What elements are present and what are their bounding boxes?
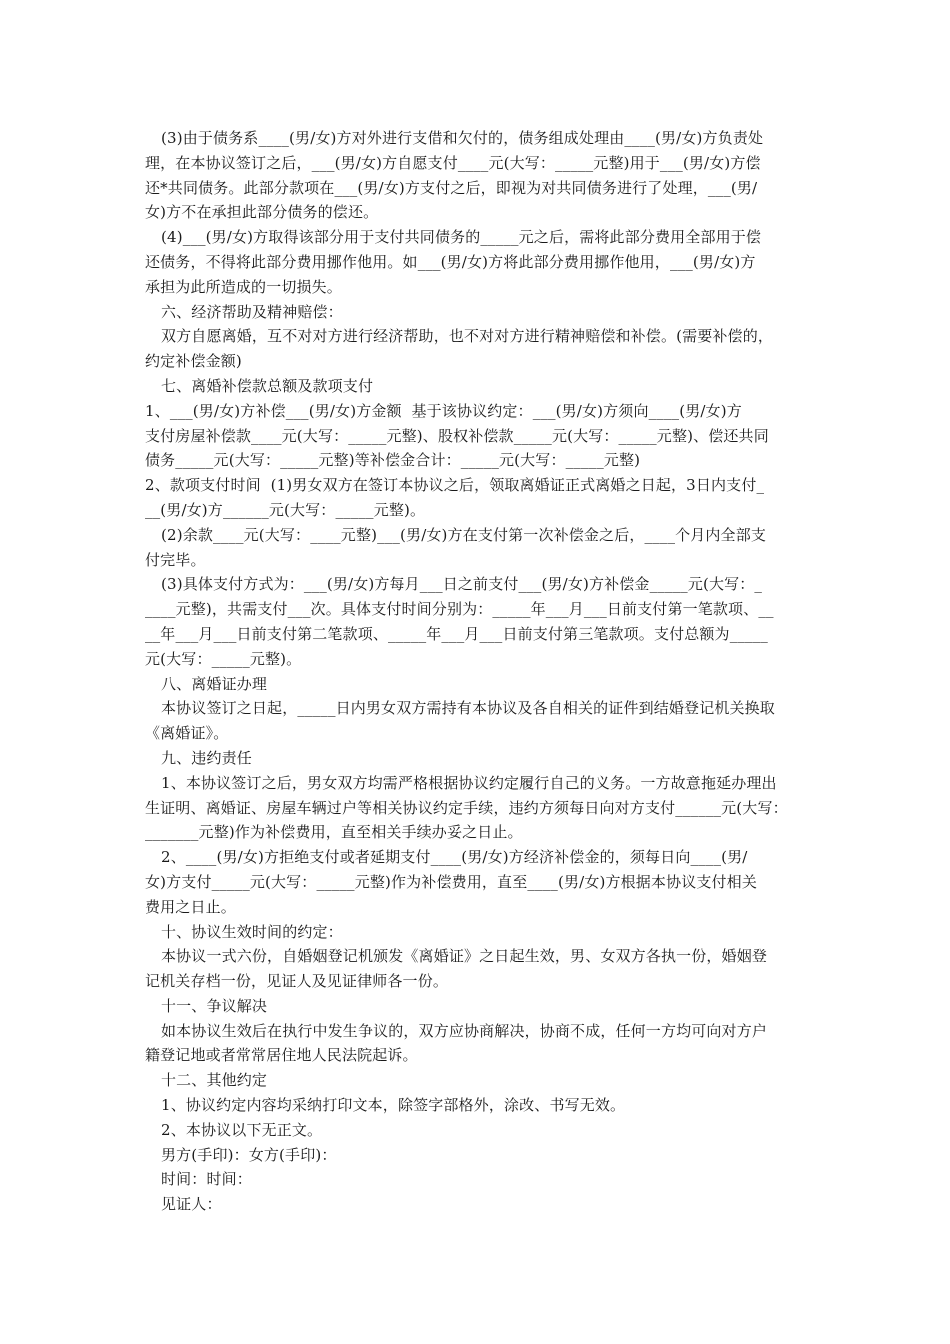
text-line: 还*共同债务。此部分款项在___(男/女)方支付之后，即视为对共同债务进行了处理，___(男/ bbox=[145, 178, 758, 197]
text-line: __年___月___日前支付第二笔款项、_____年___月___日前支付第三笔款项。支付总额为_____ bbox=[145, 624, 768, 643]
text-line: 男方(手印)：女方(手印)： bbox=[161, 1145, 337, 1164]
text-line: 付完毕。 bbox=[145, 550, 206, 569]
text-line: 理，在本协议签订之后，___(男/女)方自愿支付____元(大写：_____元整)用于___(男/女)方偿 bbox=[145, 153, 761, 172]
text-line: 生证明、离婚证、房屋车辆过户等相关协议约定手续，违约方须每日向对方支付______元(大写： bbox=[145, 798, 788, 817]
text-line: (2)余款____元(大写：____元整)___(男/女)方在支付第一次补偿金之后，____个月内全部支 bbox=[161, 525, 767, 544]
text-line: 约定补偿金额) bbox=[145, 352, 242, 371]
text-line: (3)具体支付方式为：___(男/女)方每月___日之前支付___(男/女)方补偿金_____元(大写：_ bbox=[161, 575, 763, 594]
text-line: 1、协议约定内容均采纳打印文本，除签字部格外，涂改、书写无效。 bbox=[161, 1096, 626, 1115]
text-line: 本协议签订之日起，_____日内男女双方需持有本协议及各自相关的证件到结婚登记机关换取 bbox=[161, 699, 775, 718]
text-line: 七、离婚补偿款总额及款项支付 bbox=[161, 376, 374, 395]
text-line: 女)方支付_____元(大写：_____元整)作为补偿费用，直至____(男/女)方根据本协议支付相关 bbox=[145, 872, 757, 891]
text-line: 十、协议生效时间的约定： bbox=[161, 922, 343, 941]
text-line: 承担为此所造成的一切损失。 bbox=[145, 277, 342, 296]
text-line: 2、款项支付时间 (1)男女双方在签订本协议之后，领取离婚证正式离婚之日起，3日内支付_ bbox=[145, 476, 765, 495]
text-line: 女)方不在承担此部分债务的偿还。 bbox=[145, 203, 379, 222]
text-line: 籍登记地或者常常居住地人民法院起诉。 bbox=[145, 1046, 418, 1065]
text-line: 记机关存档一份，见证人及见证律师各一份。 bbox=[145, 972, 449, 991]
text-line: 八、离婚证办理 bbox=[161, 674, 268, 693]
document-body bbox=[145, 126, 815, 1217]
text-line: 还债务，不得将此部分费用挪作他用。如___(男/女)方将此部分费用挪作他用，___(男/女)方 bbox=[145, 252, 756, 271]
text-line: 1、本协议签订之后，男女双方均需严格根据协议约定履行自己的义务。一方故意拖延办理出 bbox=[161, 773, 777, 792]
text-line: 2、本协议以下无正文。 bbox=[161, 1120, 323, 1139]
text-line: (4)___(男/女)方取得该部分用于支付共同债务的_____元之后，需将此部分费用全部用于偿 bbox=[161, 228, 762, 247]
text-line: 1、___(男/女)方补偿___(男/女)方金额 基于该协议约定：___(男/女)方须向____(男/女)方 bbox=[145, 401, 742, 420]
text-line: 本协议一式六份，自婚姻登记机颁发《离婚证》之日起生效，男、女双方各执一份，婚姻登 bbox=[161, 947, 768, 966]
text-line: 支付房屋补偿款____元(大写：_____元整)、股权补偿款_____元(大写：_____元整)、偿还共同 bbox=[145, 426, 769, 445]
text-line: (3)由于债务系____(男/女)方对外进行支借和欠付的，债务组成处理由____(男/女)方负责处 bbox=[161, 129, 764, 147]
text-line: 《离婚证》。 bbox=[145, 724, 229, 743]
text-line: __(男/女)方______元(大写：_____元整)。 bbox=[145, 500, 426, 519]
text-line: 债务_____元(大写：_____元整)等补偿金合计：_____元(大写：_____元整) bbox=[145, 451, 641, 470]
text-line: 九、违约责任 bbox=[161, 748, 252, 767]
text-line: 双方自愿离婚，互不对对方进行经济帮助，也不对对方进行精神赔偿和补偿。(需要补偿的， bbox=[161, 327, 774, 346]
text-line: 十一、争议解决 bbox=[161, 996, 268, 1015]
text-line: 如本协议生效后在执行中发生争议的，双方应协商解决，协商不成，任何一方均可向对方户 bbox=[161, 1021, 768, 1040]
text-line: 见证人： bbox=[161, 1195, 222, 1214]
text-line: _______元整)作为补偿费用，直至相关手续办妥之日止。 bbox=[145, 823, 523, 842]
text-line: ____元整)，共需支付___次。具体支付时间分别为：_____年___月___日前支付第一笔款项、__ bbox=[145, 600, 774, 619]
text-line: 十二、其他约定 bbox=[161, 1071, 268, 1090]
text-line: 元(大写：_____元整)。 bbox=[145, 649, 302, 668]
text-line: 费用之日止。 bbox=[145, 897, 236, 916]
text-line: 2、____(男/女)方拒绝支付或者延期支付____(男/女)方经济补偿金的，须每日向____(男/ bbox=[161, 848, 748, 867]
text-line: 时间：时间： bbox=[161, 1170, 252, 1189]
text-line: 六、经济帮助及精神赔偿： bbox=[161, 302, 343, 321]
